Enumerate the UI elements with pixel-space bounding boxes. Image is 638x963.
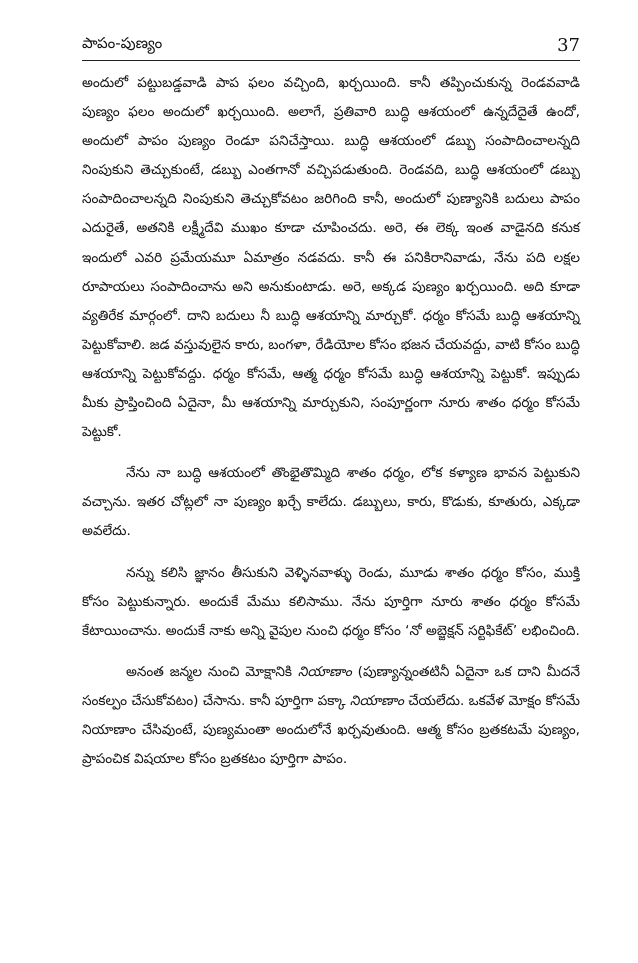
paragraph-2: నేను నా బుద్ధి ఆశయంలో తొంభైతొమ్మిది శాతం ధర్మం, లోక కళ్యాణ భావన పెట్టుకుని వచ్చాను. ఇతర చోట్లలో నా పుణ్యం ఖర్చే కాలేదు. డబ్బులు, కారు, కొడుకు, కూతురు, ఎక్కడా అవలేదు. (82, 465, 580, 540)
page-body (82, 69, 580, 774)
paragraph-4-text-a: అనంత జన్మల నుంచి మోక్షానికి (126, 663, 298, 680)
paragraph-3: నన్ను కలిసి జ్ఞానం తీసుకుని వెళ్ళినవాళ్ళు రెండు, మూడు శాతం ధర్మం కోసం, ముక్తి కోసం పెట్టుకున్నారు. అందుకే మేము కలిసాము. నేను పూర్తిగా నూరు శాతం ధర్మం కోసమే కేటాయించాను. అందుకే నాకు అన్ని వైపుల నుంచి ధర్మం కోసం ‘నో అబ్జెక్షన్ సర్టిఫికేట్’ లభించింది. (82, 564, 580, 639)
running-title: పాపం-పుణ్యం (82, 34, 163, 52)
page-header (82, 34, 580, 61)
paragraph-4-italic-b: నియాణాం (349, 692, 404, 709)
paragraph-1: అందులో పట్టుబడ్డవాడి పాప ఫలం వచ్చింది, ఖర్చయింది. కానీ తప్పించుకున్న రెండవవాడి పుణ్యం ఫలం అందులో ఖర్చయింది. అలాగే, ప్రతివారి బుద్ధి ఆశయంలో ఉన్నదేదైతే ఉందో, అందులో పాపం పుణ్యం రెండూ పనిచేస్తాయి. బుద్ధి ఆశయంలో డబ్బు సంపాదించాలన్నది నింపుకుని తెచ్చుకుంటే, డబ్బు ఎంతగానో వచ్చిపడుతుంది. రెండవది, బుద్ధి ఆశయంలో డబ్బు సంపాదించాలన్నది నింపుకుని తెచ్చుకోవటం జరిగింది కానీ, అందులో పుణ్యానికి బదులు పాపం ఎదురైతే, అతనికి లక్ష్మీదేవి ముఖం కూడా చూపించదు. అరె, ఈ లెక్క ఇంత వాడైనది కనుక ఇందులో ఎవరి ప్రమేయమూ ఏమాత్రం నడవదు. కానీ ఈ పనికిరానివాడు, నేను పది లక్షల రూపాయలు సంపాదించాను అని అనుకుంటాడు. అరె, అక్కడ పుణ్యం ఖర్చయింది. అది కూడా వ్యతిరేక మార్గంలో. దాని బదులు నీ బుద్ధి ఆశయాన్ని మార్చుకో. ధర్మం కోసమే బుద్ధి ఆశయాన్ని పెట్టుకోవాలి. జడ వస్తువులైన కారు, బంగళా, రేడియోల కోసం భజన చేయవద్దు, వాటి కోసం బుద్ధి ఆశయాన్ని పెట్టుకోవద్దు. ధర్మం కోసమే, ఆత్మ ధర్మం కోసమే బుద్ధి ఆశయాన్ని పెట్టుకో. ఇప్పుడు మీకు ప్రాప్తించింది ఏదైనా, మీ ఆశయాన్ని మార్చుకుని, సంపూర్ణంగా నూరు శాతం ధర్మం కోసమే పెట్టుకో. (82, 75, 580, 441)
paragraph-4-text-c: చేయలేదు. ఒకవేళ మోక్షం కోసమే నియాణాం చేసివుంటే, పుణ్యమంతా అందులోనే ఖర్చవుతుంది. ఆత్మ కోసం బ్రతకటమే పుణ్యం, ప్రాపంచిక విషయాల కోసం బ్రతకటం పూర్తిగా పాపం. (82, 692, 580, 768)
page-number: 37 (557, 35, 580, 56)
paragraph-4 (82, 658, 580, 774)
paragraph-4-text-b: (పుణ్యాన్నంతటినీ ఏదైనా ఒక దాని మీదనే సంకల్పం చేసుకోవటం) చేసాను. కానీ పూర్తిగా పక్కా (82, 663, 580, 709)
paragraph-4-italic-a: నియాణాం (297, 663, 352, 680)
